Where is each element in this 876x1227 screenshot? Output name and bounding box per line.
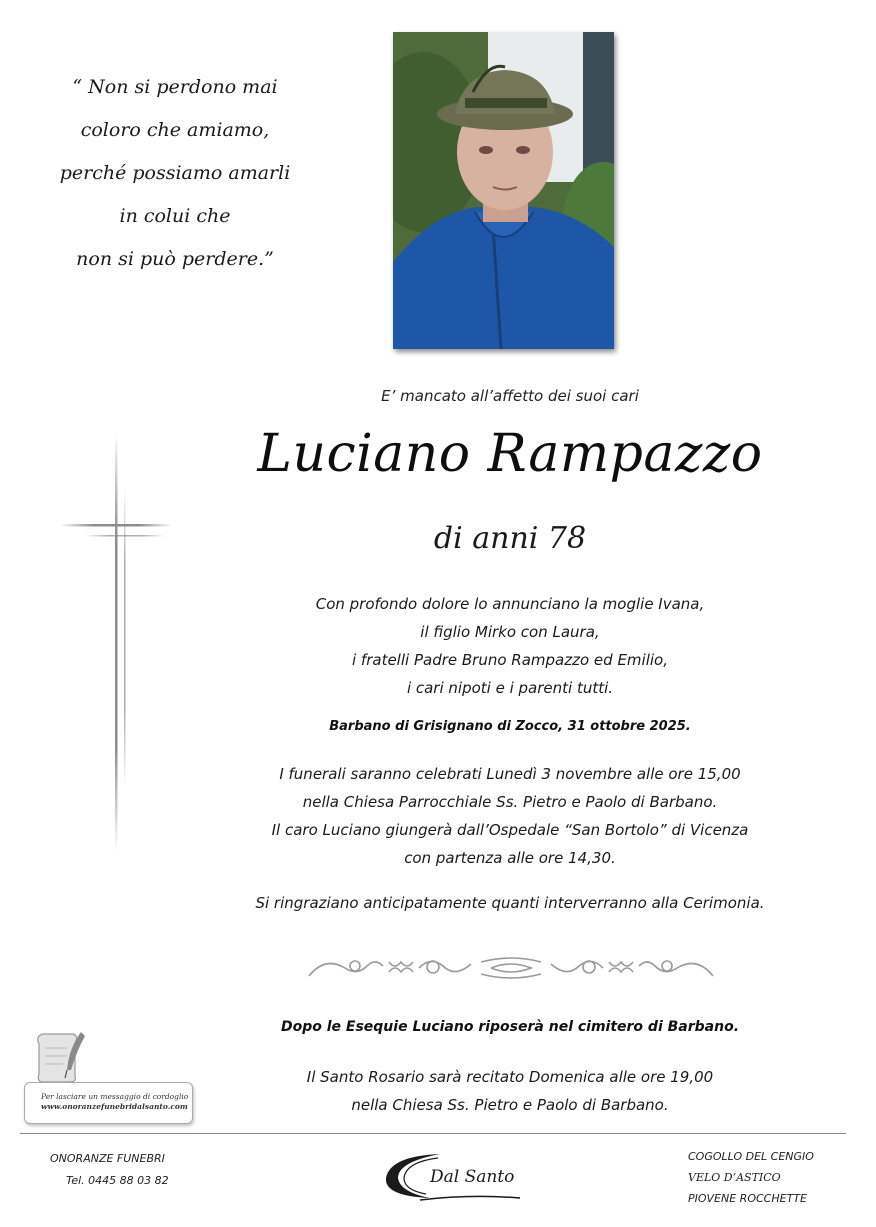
- cross-icon: [55, 432, 175, 852]
- rosary-line: nella Chiesa Ss. Pietro e Paolo di Barbano.: [351, 1096, 669, 1114]
- condolence-link-box[interactable]: [24, 1082, 193, 1124]
- funeral-home-title: ONORANZE FUNEBRI: [50, 1152, 165, 1165]
- memorial-quote: [40, 66, 310, 281]
- locations-list: [688, 1146, 868, 1209]
- quote-line: “ Non si perdono mai: [72, 76, 278, 98]
- quote-line: coloro che amiamo,: [80, 119, 270, 141]
- rosary-details: [230, 1063, 790, 1119]
- location-item: PIOVENE ROCCHETTE: [688, 1192, 807, 1205]
- dal-santo-logo: [380, 1148, 530, 1204]
- family-line: il figlio Mirko con Laura,: [420, 623, 600, 641]
- condolence-label: Per lasciare un messaggio di cordoglio: [41, 1092, 189, 1101]
- intro-text: E’ mancato all’affetto dei suoi cari: [381, 387, 639, 405]
- deceased-age: di anni 78: [433, 521, 587, 556]
- footer-divider: [20, 1133, 846, 1134]
- quill-scroll-icon: [33, 1030, 93, 1085]
- ornament-divider: [305, 950, 717, 988]
- funeral-line: con partenza alle ore 14,30.: [404, 849, 616, 867]
- location-item: COGOLLO DEL CENGIO: [688, 1150, 814, 1163]
- quote-line: perché possiamo amarli: [59, 162, 291, 184]
- family-line: i cari nipoti e i parenti tutti.: [406, 679, 614, 697]
- deceased-portrait: [393, 32, 614, 349]
- family-line: Con profondo dolore lo annunciano la moglie Ivana,: [315, 595, 705, 613]
- funeral-details: [210, 760, 810, 872]
- thanks-text: Si ringraziano anticipatamente quanti interverranno alla Cerimonia.: [255, 894, 765, 912]
- place-date: Barbano di Grisignano di Zocco, 31 ottobre 2025.: [329, 719, 691, 734]
- family-line: i fratelli Padre Bruno Rampazzo ed Emilio,: [352, 651, 668, 669]
- quote-line: non si può perdere.”: [76, 248, 274, 270]
- funeral-line: Il caro Luciano giungerà dall’Ospedale “San Bortolo” di Vicenza: [271, 821, 749, 839]
- family-announcement: [210, 590, 810, 702]
- deceased-name: Luciano Rampazzo: [257, 424, 763, 484]
- funeral-line: I funerali saranno celebrati Lunedì 3 novembre alle ore 15,00: [279, 765, 741, 783]
- rosary-line: Il Santo Rosario sarà recitato Domenica alle ore 19,00: [306, 1068, 714, 1086]
- burial-text: Dopo le Esequie Luciano riposerà nel cimitero di Barbano.: [280, 1019, 740, 1035]
- logo-text: Dal Santo: [430, 1167, 515, 1187]
- funeral-line: nella Chiesa Parrocchiale Ss. Pietro e Paolo di Barbano.: [302, 793, 718, 811]
- location-item: VELO D’ASTICO: [688, 1171, 781, 1184]
- quote-line: in colui che: [119, 205, 231, 227]
- funeral-home-phone: Tel. 0445 88 03 82: [66, 1174, 169, 1187]
- condolence-url[interactable]: www.onoranzefunebridalsanto.com: [41, 1102, 188, 1111]
- funeral-home-info: [50, 1148, 200, 1192]
